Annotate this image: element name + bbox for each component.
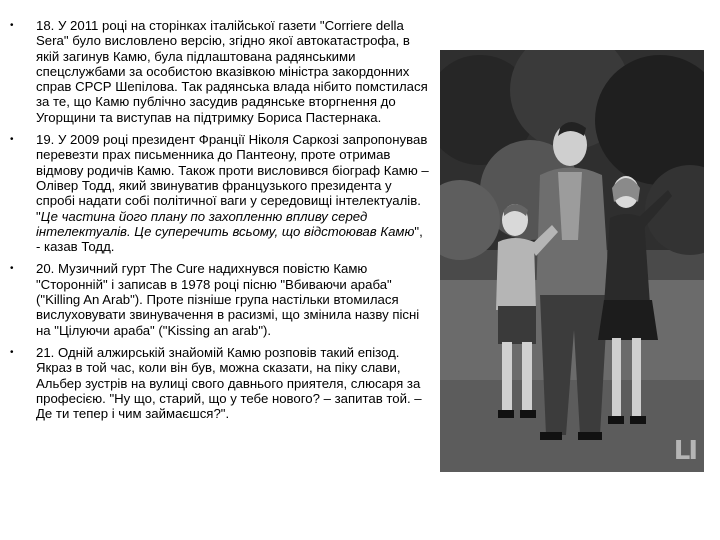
list-item — [10, 345, 430, 421]
item-text-after: ", - казав Тодд. — [36, 223, 423, 255]
list-item — [10, 18, 430, 125]
list-item — [10, 132, 430, 254]
bullet: • — [10, 263, 14, 275]
bullet: • — [10, 346, 14, 358]
item-text: 18. У 2011 році на сторінках італійської газети "Corriere della Sera" було висловлено версію, згідно якої автокатастрофа, в якій загинув Камю, була підлаштована радянськими спецслужбами за особистою вказівкою міністра закордонних справ СРСР Шепілова. Так радянська влада нібито помстилася за те, що Камю публічно засудив радянське вторгнення до Угорщини та виступав на підтримку Бориса Пастернака. — [36, 18, 428, 125]
family-photo — [440, 50, 704, 472]
bullet: • — [10, 134, 14, 146]
list-item — [10, 261, 430, 337]
photo-drawing — [440, 50, 704, 472]
item-text: 20. Музичний гурт The Cure надихнувся повістю Камю "Сторонній" і записав в 1978 році пісню "Вбиваючи араба" ("Killing An Arab"). Проте пізніше група настільки втомилася вислуховувати звинувачення в расизмі, що змінила назву пісні на "Цілуючи араба" ("Kissing an arab"). — [36, 261, 420, 338]
item-text: 19. У 2009 році президент Франції Ніколя Саркозі запропонував перевезти прах письменника до Пантеону, проте отримав відмову родичів Камю. Також проти висловився біограф Камю – Олівер Тодд, який звинуватив французького президента у спробі надати собі політичної ваги у середовищі інтелектуалів. " — [36, 132, 429, 224]
item-quote: Це частина його плану по захопленню впливу серед інтелектуалів. Це суперечить всьому, що відстоював Камю — [36, 208, 415, 239]
text-column — [10, 18, 430, 428]
item-text: 21. Одній алжирській знайомій Камю розповів такий епізод. Якраз в той час, коли він був, можна сказати, на піку слави, Альбер зустрів на вулиці свого давнього приятеля, слюсаря за професією. "Ну що, старий, що у тебе нового? – запитав той. – Де ти тепер і чим займаєшся?". — [36, 344, 422, 422]
bullet: • — [10, 20, 14, 31]
photo-watermark: LI — [673, 436, 696, 466]
